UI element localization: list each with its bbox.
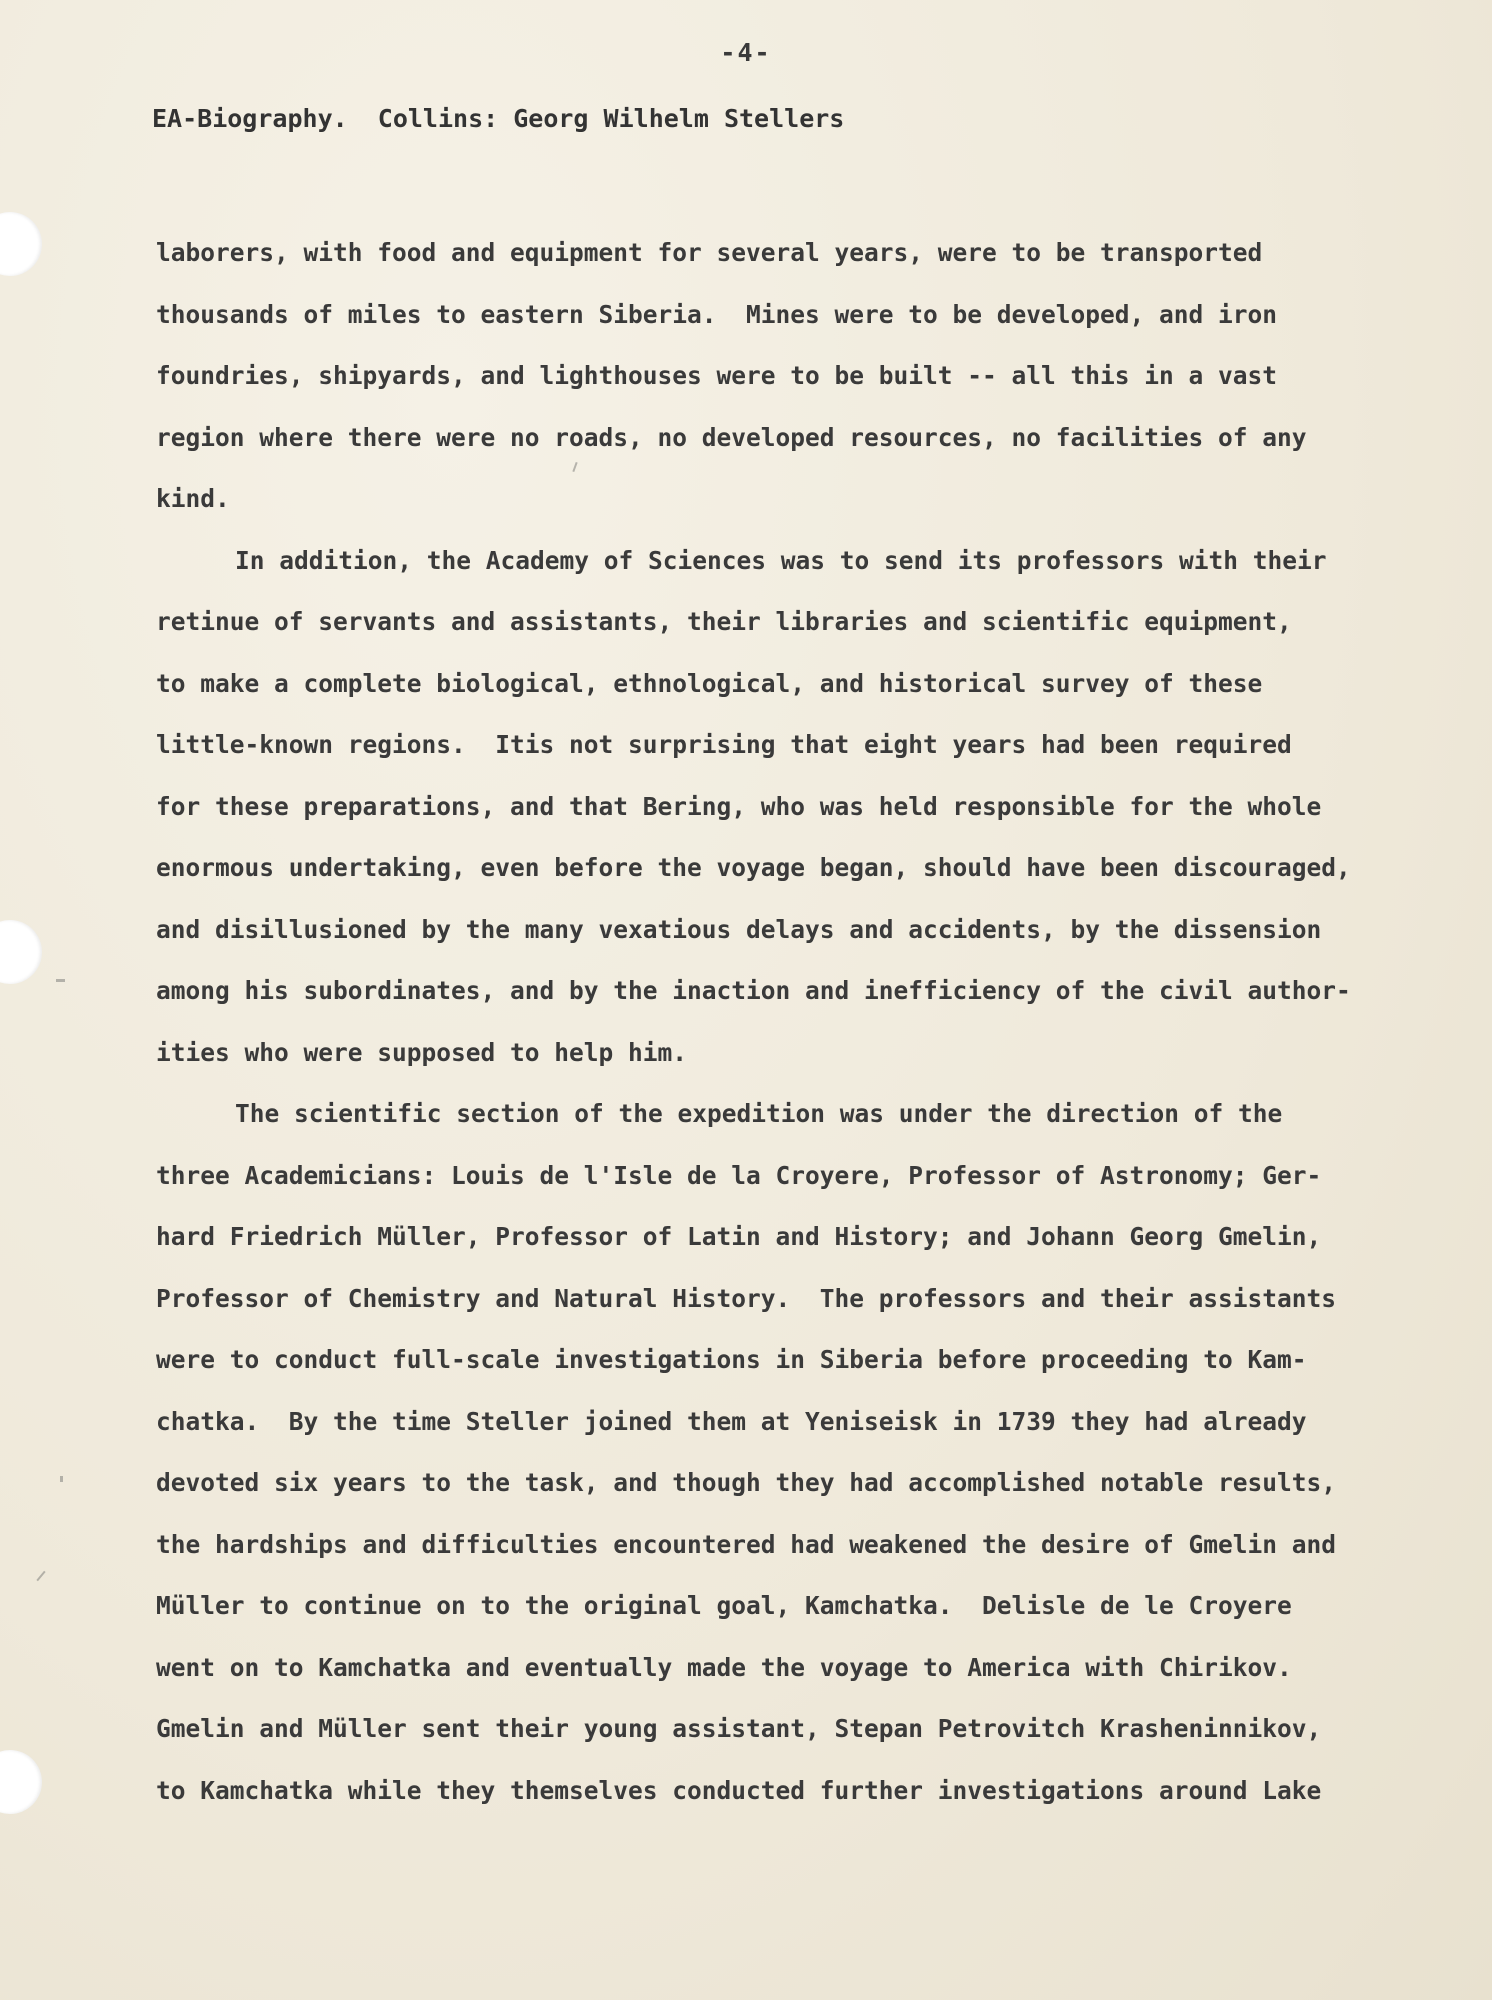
text-line: chatka. By the time Steller joined them at Yeniseisk in 1739 they had already: [156, 1406, 1307, 1436]
text-line: to make a complete biological, ethnological, and historical survey of these: [156, 668, 1263, 698]
text-line: and disillusioned by the many vexatious delays and accidents, by the dissension: [156, 914, 1322, 944]
text-line: Professor of Chemistry and Natural History. The professors and their assistants: [156, 1283, 1337, 1313]
text-line: retinue of servants and assistants, their libraries and scientific equipment,: [156, 607, 1292, 636]
text-line: little-known regions. Itis not surprising that eight years had been required: [156, 730, 1292, 759]
page-number: -4-: [720, 38, 772, 67]
text-line: were to conduct full-scale investigations in Siberia before proceeding to Kam-: [156, 1345, 1307, 1374]
text-line: to Kamchatka while they themselves conducted further investigations around Lake: [156, 1775, 1322, 1805]
text-line: ities who were supposed to help him.: [156, 1037, 688, 1067]
document-header: EA-Biography. Collins: Georg Wilhelm Stellers: [152, 104, 845, 133]
punch-hole-bottom: [0, 1750, 42, 1814]
text-line: foundries, shipyards, and lighthouses were to be built -- all this in a vast: [156, 361, 1278, 390]
text-line: hard Friedrich Müller, Professor of Latin and History; and Johann Georg Gmelin,: [156, 1222, 1322, 1251]
text-line: laborers, with food and equipment for several years, were to be transported: [156, 238, 1263, 267]
text-line: Gmelin and Müller sent their young assistant, Stepan Petrovitch Krasheninnikov,: [156, 1714, 1322, 1743]
text-line: three Academicians: Louis de l'Isle de la Croyere, Professor of Astronomy; Ger-: [156, 1160, 1322, 1190]
text-line: the hardships and difficulties encountered had weakened the desire of Gmelin and: [156, 1529, 1337, 1559]
paragraph-start-line: The scientific section of the expedition was under the direction of the: [235, 1099, 1283, 1128]
document-body: [156, 222, 1396, 1821]
text-line: devoted six years to the task, and though they had accomplished notable results,: [156, 1468, 1337, 1497]
text-line: went on to Kamchatka and eventually made the voyage to America with Chirikov.: [156, 1652, 1292, 1682]
text-line: region where there were no roads, no developed resources, no facilities of any: [156, 422, 1307, 452]
paper-speck: [56, 979, 65, 982]
text-line: thousands of miles to eastern Siberia. Mines were to be developed, and iron: [156, 299, 1278, 329]
paragraph-start-line: In addition, the Academy of Sciences was to send its professors with their: [235, 545, 1327, 575]
text-line: among his subordinates, and by the inaction and inefficiency of the civil author-: [156, 976, 1351, 1005]
text-line: Müller to continue on to the original goal, Kamchatka. Delisle de le Croyere: [156, 1591, 1292, 1620]
paper-speck: [60, 1476, 63, 1482]
punch-hole-middle: [0, 920, 42, 984]
paper-speck: [36, 1571, 45, 1581]
text-line: for these preparations, and that Bering, who was held responsible for the whole: [156, 791, 1322, 821]
text-line: enormous undertaking, even before the voyage began, should have been discouraged,: [156, 853, 1351, 882]
punch-hole-top: [0, 212, 42, 276]
text-line: kind.: [156, 484, 230, 513]
